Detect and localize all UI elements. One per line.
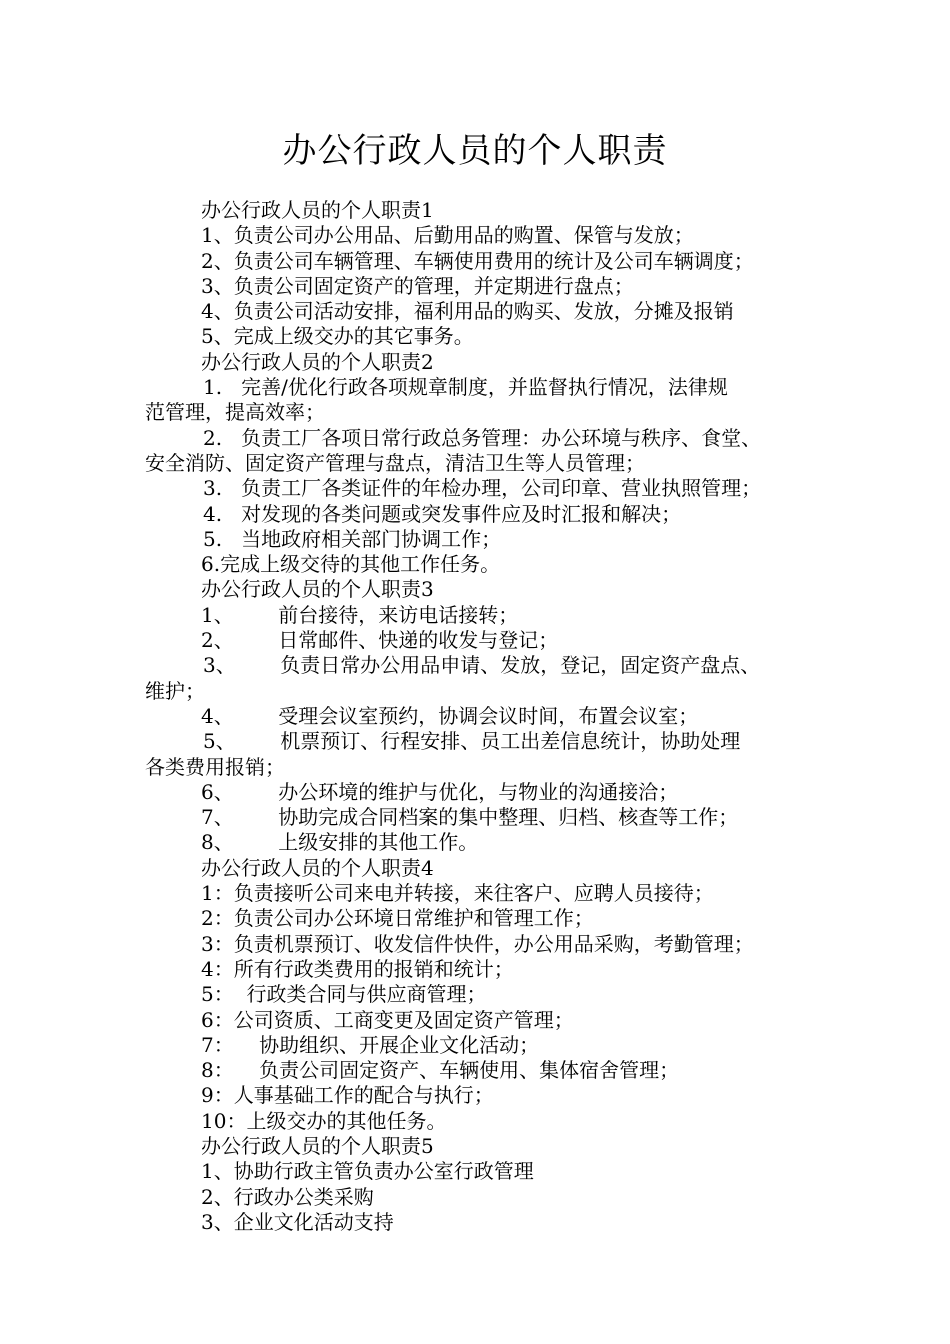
- text-line: 1、协助行政主管负责办公室行政管理: [201, 1159, 534, 1184]
- text-line: 5： 行政类合同与供应商管理；: [201, 982, 487, 1007]
- text-line: 10：上级交办的其他任务。: [201, 1108, 447, 1133]
- text-line: 4. 对发现的各类问题或突发事件应及时汇报和解决；: [203, 501, 682, 526]
- text-line: 5. 当地政府相关部门协调工作；: [203, 526, 502, 551]
- text-line: 2、负责公司车辆管理、车辆使用费用的统计及公司车辆调度；: [201, 248, 754, 273]
- text-line: 办公行政人员的个人职责1: [201, 198, 434, 222]
- text-line: 3：负责机票预订、收发信件快件，办公用品采购，考勤管理；: [201, 931, 754, 956]
- text-line: 安全消防、固定资产管理与盘点，清洁卫生等人员管理；: [145, 450, 645, 475]
- document-title: 办公行政人员的个人职责: [282, 131, 668, 171]
- text-line: 3、企业文化活动支持: [201, 1209, 394, 1234]
- text-line: 办公行政人员的个人职责5: [201, 1133, 434, 1158]
- text-line: 2：负责公司办公环境日常维护和管理工作；: [201, 906, 594, 931]
- document-body: [145, 198, 825, 1235]
- text-line: 9：人事基础工作的配合与执行；: [201, 1083, 494, 1108]
- text-line: 1、 前台接待，来访电话接转；: [201, 602, 519, 627]
- text-line: 1. 完善/优化行政各项规章制度，并监督执行情况，法律规: [203, 375, 728, 400]
- text-line: 5、完成上级交办的其它事务。: [201, 324, 474, 349]
- text-line: 办公行政人员的个人职责3: [201, 577, 434, 602]
- text-line: 7： 协助组织、开展企业文化活动；: [201, 1032, 540, 1057]
- text-line: 8： 负责公司固定资产、车辆使用、集体宿舍管理；: [201, 1058, 680, 1083]
- text-line: 2、 日常邮件、快递的收发与登记；: [201, 628, 559, 653]
- text-line: 3. 负责工厂各类证件的年检办理，公司印章、营业执照管理；: [203, 476, 762, 501]
- text-line: 维护；: [145, 678, 205, 703]
- text-line: 1：负责接听公司来电并转接，来往客户、应聘人员接待；: [201, 881, 714, 906]
- text-line: 3、 负责日常办公用品申请、发放，登记，固定资产盘点、: [203, 653, 761, 678]
- text-line: 5、 机票预订、行程安排、员工出差信息统计，协助处理: [203, 729, 741, 754]
- text-line: 3、负责公司固定资产的管理，并定期进行盘点；: [201, 273, 634, 298]
- text-line: 6：公司资质、工商变更及固定资产管理；: [201, 1007, 574, 1032]
- text-line: 2、行政办公类采购: [201, 1184, 374, 1209]
- text-line: 1、负责公司办公用品、后勤用品的购置、保管与发放；: [201, 223, 694, 248]
- text-line: 4、 受理会议室预约，协调会议时间，布置会议室；: [201, 703, 699, 728]
- text-line: 办公行政人员的个人职责4: [201, 855, 434, 880]
- text-line: 各类费用报销；: [145, 754, 285, 779]
- text-line: 6.完成上级交待的其他工作任务。: [201, 552, 501, 577]
- text-line: 4、负责公司活动安排，福利用品的购买、发放，分摊及报销: [201, 299, 734, 324]
- text-line: 7、 协助完成合同档案的集中整理、归档、核查等工作；: [201, 805, 739, 830]
- text-line: 范管理，提高效率；: [145, 400, 325, 425]
- text-line: 8、 上级安排的其他工作。: [201, 830, 479, 855]
- text-line: 4：所有行政类费用的报销和统计；: [201, 956, 514, 981]
- text-line: 办公行政人员的个人职责2: [201, 349, 434, 374]
- text-line: 6、 办公环境的维护与优化，与物业的沟通接洽；: [201, 779, 679, 804]
- text-line: 2. 负责工厂各项日常行政总务管理：办公环境与秩序、食堂、: [203, 425, 762, 450]
